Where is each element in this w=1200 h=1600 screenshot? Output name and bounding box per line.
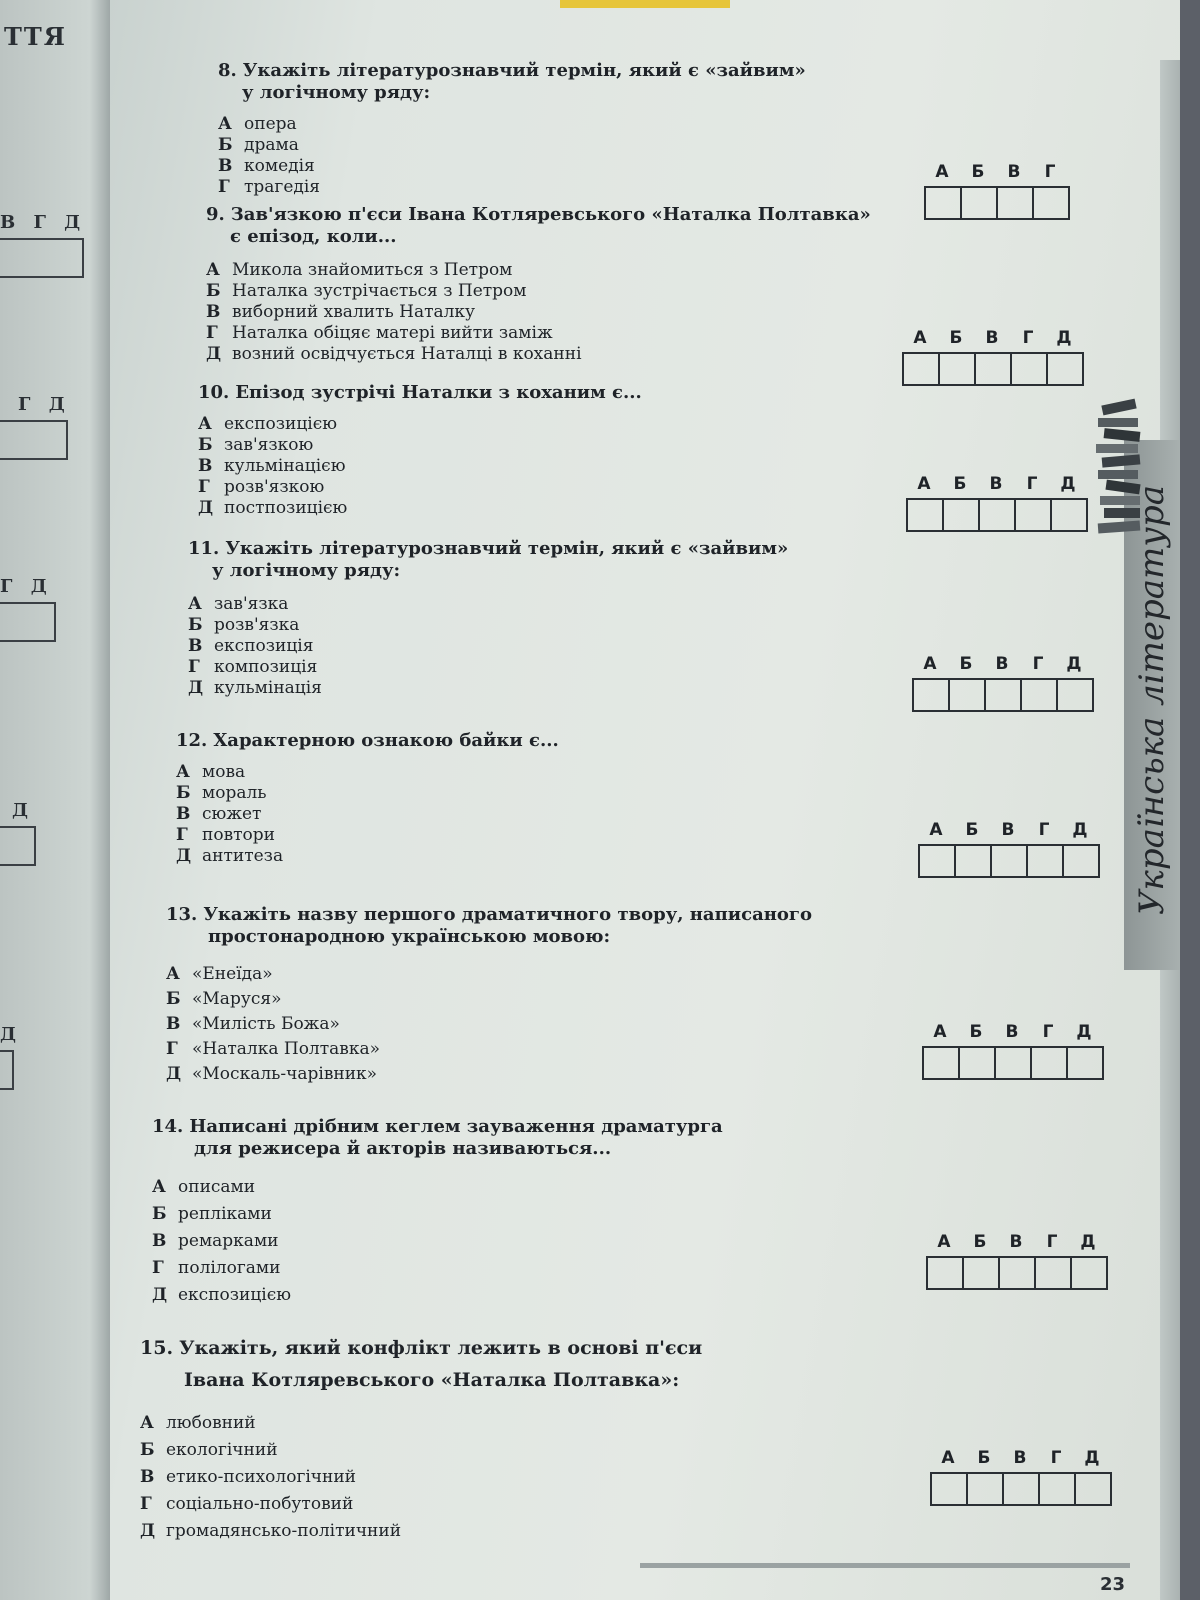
answer-cell[interactable] xyxy=(976,354,1012,384)
option[interactable]: Д постпозицією xyxy=(198,498,348,518)
question-11 xyxy=(188,538,888,699)
answer-grid-12: А Б В Г Д xyxy=(918,820,1100,878)
answer-cell[interactable] xyxy=(960,1048,996,1078)
question-line: для режисера й акторів називаються... xyxy=(194,1138,612,1159)
left-fragment: Г Д xyxy=(0,576,53,597)
question-number: 11. xyxy=(188,538,220,559)
answer-grid-14: А Б В Г Д xyxy=(926,1232,1108,1290)
answer-cell[interactable] xyxy=(962,188,998,218)
option[interactable]: Б Наталка зустрічається з Петром xyxy=(206,281,527,301)
question-15 xyxy=(140,1332,880,1545)
option[interactable]: В кульмінацією xyxy=(198,456,346,476)
option[interactable]: В експозиція xyxy=(188,636,314,656)
question-line: Укажіть літературознавчий термін, який є «зайвим» xyxy=(225,538,789,559)
option[interactable]: А описами xyxy=(152,1177,256,1197)
question-title xyxy=(176,730,776,752)
option[interactable]: А «Енеїда» xyxy=(166,964,273,984)
answer-cell[interactable] xyxy=(940,354,976,384)
answer-cell[interactable] xyxy=(928,1258,964,1288)
option[interactable]: Г соціально-побутовий xyxy=(140,1494,354,1514)
answer-grid-15: А Б В Г Д xyxy=(930,1448,1112,1506)
answer-grid-13: А Б В Г Д xyxy=(922,1022,1104,1080)
question-title xyxy=(166,904,926,948)
option[interactable]: А Микола знайомиться з Петром xyxy=(206,260,513,280)
option[interactable]: Г розв'язкою xyxy=(198,477,325,497)
question-number: 15. xyxy=(140,1337,174,1359)
question-line: Укажіть назву першого драматичного твору, написаного xyxy=(203,904,812,925)
question-line: Написані дрібним кеглем зауваження драматурга xyxy=(189,1116,723,1137)
option[interactable]: Г Наталка обіцяє матері вийти заміж xyxy=(206,323,553,343)
option[interactable]: В ремарками xyxy=(152,1231,279,1251)
option[interactable]: А любовний xyxy=(140,1413,256,1433)
option[interactable]: Г «Наталка Полтавка» xyxy=(166,1039,380,1059)
question-title xyxy=(152,1116,892,1160)
answer-cell[interactable] xyxy=(992,846,1028,876)
answer-cell[interactable] xyxy=(986,680,1022,710)
left-answer-box xyxy=(0,420,68,460)
answer-grid-9: А Б В Г Д xyxy=(902,328,1084,386)
option[interactable]: В етико-психологічний xyxy=(140,1467,357,1487)
option[interactable]: Б мораль xyxy=(176,783,267,803)
left-fragment: Г Д xyxy=(18,394,71,415)
question-line: у логічному ряду: xyxy=(212,560,401,581)
answer-cell[interactable] xyxy=(1064,846,1098,876)
option[interactable]: Б розв'язка xyxy=(188,615,300,635)
option[interactable]: В сюжет xyxy=(176,804,262,824)
question-12 xyxy=(176,730,776,867)
answer-cell[interactable] xyxy=(996,1048,1032,1078)
answer-cell[interactable] xyxy=(968,1474,1004,1504)
option[interactable]: Д експозицією xyxy=(152,1285,292,1305)
question-13 xyxy=(166,904,926,1087)
question-line: є епізод, коли... xyxy=(230,226,397,247)
option[interactable]: Г повтори xyxy=(176,825,275,845)
left-fragment: Д xyxy=(12,800,35,821)
answer-cell[interactable] xyxy=(904,354,940,384)
answer-cell[interactable] xyxy=(1048,354,1082,384)
option[interactable]: Д антитеза xyxy=(176,846,284,866)
question-line: Епізод зустрічі Наталки з коханим є... xyxy=(235,382,642,403)
question-line: простонародною українською мовою: xyxy=(208,926,611,947)
answer-cell[interactable] xyxy=(926,188,962,218)
answer-cell[interactable] xyxy=(1022,680,1058,710)
question-title xyxy=(218,60,858,104)
question-line: Укажіть літературознавчий термін, який є «зайвим» xyxy=(242,60,806,81)
question-title xyxy=(140,1332,880,1396)
option[interactable]: А зав'язка xyxy=(188,594,289,614)
question-line: Івана Котляревського «Наталка Полтавка»: xyxy=(184,1369,680,1391)
option[interactable]: Г полілогами xyxy=(152,1258,281,1278)
question-14 xyxy=(152,1116,892,1309)
answer-cell[interactable] xyxy=(908,500,944,530)
question-line: Укажіть, який конфлікт лежить в основі п'єси xyxy=(179,1337,703,1359)
left-page xyxy=(0,0,112,1600)
answer-cell[interactable] xyxy=(1016,500,1052,530)
left-answer-box xyxy=(0,1050,14,1090)
question-9 xyxy=(206,204,906,365)
section-title: Українська література xyxy=(1132,484,1172,916)
option[interactable]: В виборний хвалить Наталку xyxy=(206,302,476,322)
option[interactable]: Д громадянсько-політичний xyxy=(140,1521,402,1541)
option[interactable]: Б «Маруся» xyxy=(166,989,282,1009)
left-answer-box xyxy=(0,602,56,642)
question-number: 12. xyxy=(176,730,208,751)
page-edge-strip xyxy=(560,0,730,8)
answer-cell[interactable] xyxy=(956,846,992,876)
option[interactable]: В комедія xyxy=(218,156,315,176)
option[interactable]: Б зав'язкою xyxy=(198,435,314,455)
question-number: 8. xyxy=(218,60,237,81)
answer-cell[interactable] xyxy=(980,500,1016,530)
answer-cell[interactable] xyxy=(1034,188,1068,218)
answer-cell[interactable] xyxy=(914,680,950,710)
option[interactable]: Д «Москаль-чарівник» xyxy=(166,1064,378,1084)
question-line: Характерною ознакою байки є... xyxy=(213,730,559,751)
answer-cell[interactable] xyxy=(1000,1258,1036,1288)
answer-cell[interactable] xyxy=(920,846,956,876)
answer-cell[interactable] xyxy=(1052,500,1086,530)
question-number: 9. xyxy=(206,204,225,225)
left-answer-box xyxy=(0,238,84,278)
answer-grid-11: А Б В Г Д xyxy=(912,654,1094,712)
answer-cell[interactable] xyxy=(1068,1048,1102,1078)
answer-cell[interactable] xyxy=(1076,1474,1110,1504)
answer-cell[interactable] xyxy=(1032,1048,1068,1078)
answer-cell[interactable] xyxy=(1040,1474,1076,1504)
question-line: Зав'язкою п'єси Івана Котляревського «Наталка Полтавка» xyxy=(230,204,871,225)
answer-grid-8: А Б В Г xyxy=(924,162,1070,220)
question-title xyxy=(206,204,906,248)
answer-cell[interactable] xyxy=(924,1048,960,1078)
question-10 xyxy=(198,382,798,519)
left-answer-box xyxy=(0,826,36,866)
option[interactable]: А опера xyxy=(218,114,297,134)
option[interactable]: А експозицією xyxy=(198,414,338,434)
left-page-heading: ТТЯ xyxy=(4,22,67,51)
question-line: у логічному ряду: xyxy=(242,82,431,103)
option[interactable]: В «Милість Божа» xyxy=(166,1014,340,1034)
footer-rule xyxy=(640,1563,1130,1568)
page-number: 23 xyxy=(1100,1574,1126,1595)
answer-grid-10: А Б В Г Д xyxy=(906,474,1088,532)
answer-cell[interactable] xyxy=(964,1258,1000,1288)
answer-cell[interactable] xyxy=(1004,1474,1040,1504)
answer-cell[interactable] xyxy=(1058,680,1092,710)
question-title xyxy=(188,538,888,582)
answer-cell[interactable] xyxy=(1012,354,1048,384)
answer-cell[interactable] xyxy=(950,680,986,710)
answer-cell[interactable] xyxy=(944,500,980,530)
option[interactable]: Г трагедія xyxy=(218,177,321,197)
option[interactable]: Б драма xyxy=(218,135,299,155)
option[interactable]: Г композиція xyxy=(188,657,318,677)
answer-cell[interactable] xyxy=(1028,846,1064,876)
option[interactable]: Б екологічний xyxy=(140,1440,278,1460)
answer-cell[interactable] xyxy=(1036,1258,1072,1288)
question-number: 14. xyxy=(152,1116,184,1137)
option[interactable]: Д кульмінація xyxy=(188,678,322,698)
option[interactable]: А мова xyxy=(176,762,246,782)
left-fragment: Д xyxy=(0,1024,23,1045)
answer-cell[interactable] xyxy=(1072,1258,1106,1288)
answer-cell[interactable] xyxy=(932,1474,968,1504)
option[interactable]: Д возний освідчується Наталці в коханні xyxy=(206,344,582,364)
left-fragment: В Г Д xyxy=(0,212,87,233)
question-title xyxy=(198,382,798,404)
question-number: 10. xyxy=(198,382,230,403)
question-number: 13. xyxy=(166,904,198,925)
option[interactable]: Б репліками xyxy=(152,1204,272,1224)
question-8 xyxy=(218,60,858,198)
answer-cell[interactable] xyxy=(998,188,1034,218)
